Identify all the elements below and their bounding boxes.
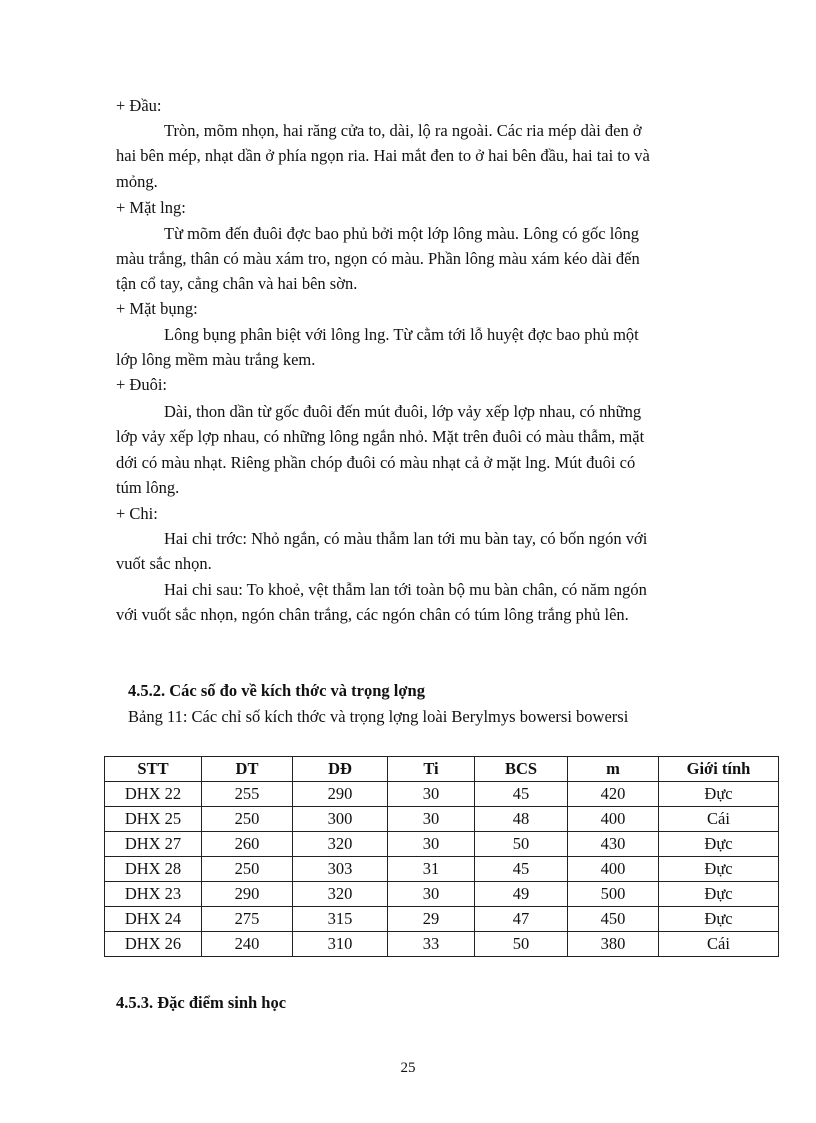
table-cell: DHX 26 [105,932,202,957]
col-header: DĐ [293,757,388,782]
page-number: 25 [400,1060,416,1076]
table-cell: 420 [568,782,659,807]
table-cell: DHX 25 [105,807,202,832]
table-cell: DHX 23 [105,882,202,907]
table-cell: 30 [388,882,475,907]
col-header: m [568,757,659,782]
table-body [105,782,779,957]
table-cell: 50 [475,932,568,957]
table-cell: 250 [202,857,293,882]
table-cell: Đực [659,907,779,932]
paragraph-line: màu trắng, thân có màu xám tro, ngọn có màu. Phần lông màu xám kéo dài đến [116,249,640,268]
table-cell: 45 [475,782,568,807]
table-cell: 303 [293,857,388,882]
paragraph-line: tận cổ tay, cẳng chân và hai bên sờn. [116,274,358,293]
table-cell: 380 [568,932,659,957]
table-cell: 45 [475,857,568,882]
table-cell: 33 [388,932,475,957]
table-cell: 320 [293,832,388,857]
table-row [105,782,779,807]
table-row [105,907,779,932]
table-cell: DHX 27 [105,832,202,857]
table-cell: 400 [568,807,659,832]
table-cell: 29 [388,907,475,932]
paragraph-line: Tròn, mõm nhọn, hai răng cửa to, dài, lộ ra ngoài. Các ria mép dài đen ở [164,121,642,140]
paragraph-line: dới có màu nhạt. Riêng phần chóp đuôi có màu nhạt cả ở mặt lng. Mút đuôi có [116,453,636,472]
table-cell: 315 [293,907,388,932]
table-cell: 30 [388,832,475,857]
table-row [105,832,779,857]
table-cell: 50 [475,832,568,857]
paragraph-line: lớp lông mềm màu trắng kem. [116,350,316,369]
table-cell: 320 [293,882,388,907]
subheading-belly: + Mặt bụng: [116,299,198,318]
table-cell: 30 [388,782,475,807]
subheading-limbs: + Chi: [116,504,158,523]
measurement-table [104,756,779,957]
col-header: DT [202,757,293,782]
table-caption: Bảng 11: Các chỉ số kích thớc và trọng lợng loài Berylmys bowersi bowersi [128,707,629,726]
table-cell: DHX 28 [105,857,202,882]
table-row [105,882,779,907]
col-header: STT [105,757,202,782]
paragraph-line: lớp vảy xếp lợp nhau, có những lông ngắn nhỏ. Mặt trên đuôi có màu thẫm, mặt [116,427,645,446]
paragraph-line: Hai chi trớc: Nhỏ ngắn, có màu thẫm lan tới mu bàn tay, có bốn ngón với [164,529,648,548]
paragraph-line: vuốt sắc nhọn. [116,554,212,573]
col-header: BCS [475,757,568,782]
table-cell: 290 [202,882,293,907]
table-cell: 49 [475,882,568,907]
table-cell: 290 [293,782,388,807]
table-cell: Cái [659,807,779,832]
table-cell: 260 [202,832,293,857]
table-cell: 400 [568,857,659,882]
table-cell: 450 [568,907,659,932]
table-cell: 310 [293,932,388,957]
table-cell: 240 [202,932,293,957]
table-cell: 275 [202,907,293,932]
paragraph-line: với vuốt sắc nhọn, ngón chân trắng, các ngón chân có túm lông trắng phủ lên. [116,605,629,624]
table-cell: Đực [659,782,779,807]
paragraph-line: hai bên mép, nhạt dần ở phía ngọn ria. Hai mắt đen to ở hai bên đầu, hai tai to và [116,146,650,165]
subheading-tail: + Đuôi: [116,375,168,394]
table-cell: 48 [475,807,568,832]
table-cell: 255 [202,782,293,807]
table-cell: 30 [388,807,475,832]
paragraph-line: Từ mõm đến đuôi đợc bao phủ bởi một lớp lông màu. Lông có gốc lông [164,224,640,243]
table-cell: Đực [659,857,779,882]
table-cell: Đực [659,832,779,857]
table-cell: Cái [659,932,779,957]
section-heading-452: 4.5.2. Các số đo về kích thớc và trọng lợng [128,681,425,700]
table-cell: 47 [475,907,568,932]
table-cell: Đực [659,882,779,907]
table-cell: 300 [293,807,388,832]
table-cell: 500 [568,882,659,907]
paragraph-line: Hai chi sau: To khoẻ, vệt thẫm lan tới toàn bộ mu bàn chân, có năm ngón [164,580,647,599]
col-header: Ti [388,757,475,782]
subheading-head: + Đầu: [116,96,162,115]
subheading-back: + Mặt lng: [116,198,186,217]
table-cell: DHX 24 [105,907,202,932]
table-cell: 31 [388,857,475,882]
table-cell: 430 [568,832,659,857]
paragraph-line: mỏng. [116,172,158,191]
table-cell: 250 [202,807,293,832]
table-cell: DHX 22 [105,782,202,807]
section-heading-453: 4.5.3. Đặc điểm sinh học [116,993,287,1012]
table-row [105,807,779,832]
paragraph-line: Dài, thon dần từ gốc đuôi đến mút đuôi, lớp vảy xếp lợp nhau, có những [164,402,642,421]
col-header: Giới tính [659,757,779,782]
paragraph-line: túm lông. [116,478,180,497]
table-row [105,857,779,882]
table-header-row [105,757,779,782]
table-row [105,932,779,957]
paragraph-line: Lông bụng phân biệt với lông lng. Từ cằm tới lỗ huyệt đợc bao phủ một [164,325,639,344]
